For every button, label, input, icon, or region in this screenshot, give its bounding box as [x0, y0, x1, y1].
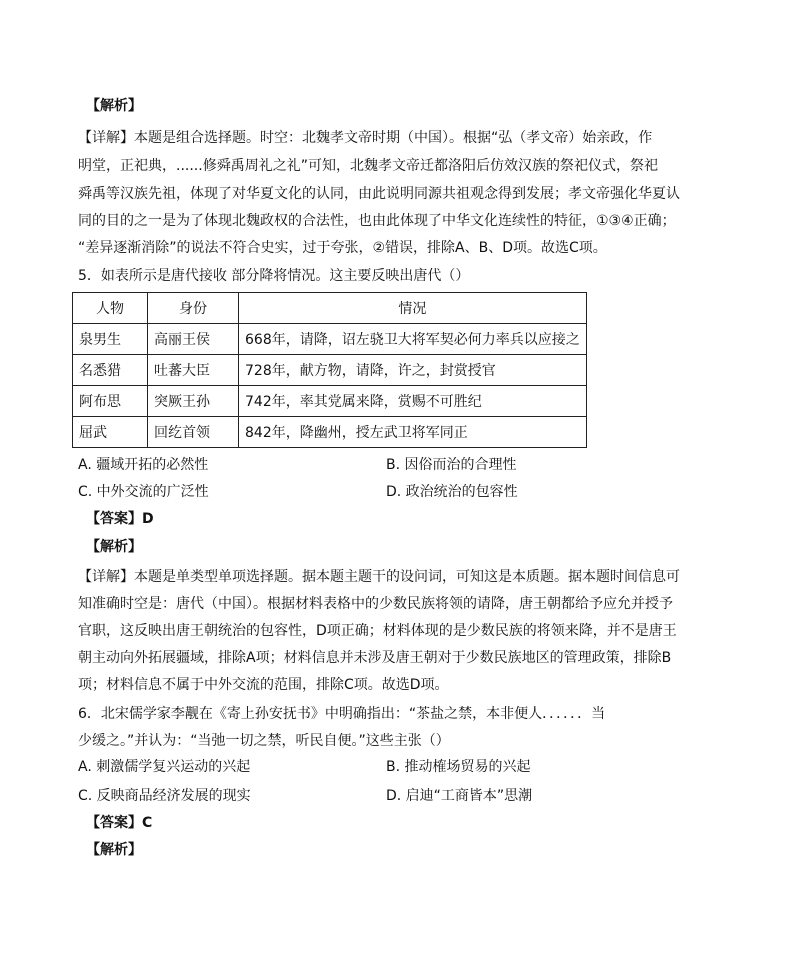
table-row — [73, 386, 587, 417]
q6-answer: 【答案】C — [86, 815, 153, 831]
table-row — [73, 355, 587, 386]
q4-analysis-label: 【解析】 — [86, 98, 142, 114]
table-cell: 名悉猎 — [73, 355, 148, 386]
table-header-cell: 情况 — [239, 293, 587, 324]
table-cell: 回纥首领 — [148, 417, 239, 448]
q6-analysis-label: 【解析】 — [86, 842, 142, 858]
q6-question-line-2: 少缓之。”并认为：“当弛一切之禁，听民自便。”这些主张（） — [78, 733, 450, 749]
table-cell: 668年，请降，诏左骁卫大将军契必何力率兵以应接之 — [239, 324, 587, 355]
q4-detail-line-3: 舜禹等汉族先祖，体现了对华夏文化的认同，由此说明同源共祖观念得到发展；孝文帝强化华夏认 — [78, 186, 680, 202]
table-header-row — [73, 293, 587, 324]
q6-option-b: B. 推动榷场贸易的兴起 — [386, 759, 531, 775]
q6-question-line-1: 6．北宋儒学家李觏在《寄上孙安抚书》中明确指出：“茶盐之禁，本非便人．．．．．．当 — [78, 706, 606, 722]
q5-question: 5．如表所示是唐代接收 部分降将情况。这主要反映出唐代（） — [78, 268, 470, 284]
table-header-cell: 人物 — [73, 293, 148, 324]
table-cell: 泉男生 — [73, 324, 148, 355]
q5-detail-line-1: 【详解】本题是单类型单项选择题。据本题主题干的设问词，可知这是本质题。据本题时间信息可 — [78, 569, 680, 585]
q4-detail-line-5: “差异逐渐消除”的说法不符合史实，过于夸张，②错误，排除A、B、D项。故选C项。 — [78, 240, 607, 256]
q6-option-a: A. 刺激儒学复兴运动的兴起 — [78, 759, 251, 775]
q5-table — [72, 292, 587, 448]
q5-detail-line-5: 项；材料信息不属于中外交流的范围，排除C项。故选D项。 — [78, 677, 449, 693]
table-cell: 突厥王孙 — [148, 386, 239, 417]
table-row — [73, 324, 587, 355]
q5-option-b: B. 因俗而治的合理性 — [386, 457, 517, 473]
table-cell: 阿布思 — [73, 386, 148, 417]
q4-detail-line-2: 明堂，正祀典，......修舜禹周礼之礼”可知，北魏孝文帝迁都洛阳后仿效汉族的祭祀仪式，祭祀 — [78, 158, 658, 174]
q5-analysis-label: 【解析】 — [86, 539, 142, 555]
q4-detail-line-1: 【详解】本题是组合选择题。时空：北魏孝文帝时期（中国）。根据“弘（孝文帝）始亲政，作 — [78, 130, 653, 146]
table-cell: 吐蕃大臣 — [148, 355, 239, 386]
q4-detail-line-4: 同的目的之一是为了体现北魏政权的合法性，也由此体现了中华文化连续性的特征，①③④正确； — [78, 213, 676, 229]
q5-option-a: A. 疆域开拓的必然性 — [78, 457, 209, 473]
q5-detail-line-3: 官职，这反映出唐王朝统治的包容性，D项正确；材料体现的是少数民族的将领来降，并不是唐王 — [78, 623, 677, 639]
table-row — [73, 417, 587, 448]
q6-option-d: D. 启迪“工商皆本”思潮 — [386, 788, 533, 804]
q5-detail-line-2: 知准确时空是：唐代（中国）。根据材料表格中的少数民族将领的请降，唐王朝都给予应允并授予 — [78, 596, 673, 612]
table-cell: 高丽王侯 — [148, 324, 239, 355]
q5-answer: 【答案】D — [86, 511, 154, 527]
table-cell: 842年，降幽州，授左武卫将军同正 — [239, 417, 587, 448]
q5-detail-line-4: 朝主动向外拓展疆域，排除A项；材料信息并未涉及唐王朝对于少数民族地区的管理政策，排除B — [78, 650, 672, 666]
q5-option-c: C. 中外交流的广泛性 — [78, 484, 209, 500]
table-cell: 屈武 — [73, 417, 148, 448]
table-cell: 728年，献方物，请降，许之，封赏授官 — [239, 355, 587, 386]
q5-option-d: D. 政治统治的包容性 — [386, 484, 518, 500]
table-header-cell: 身份 — [148, 293, 239, 324]
table-cell: 742年，率其党属来降，赏赐不可胜纪 — [239, 386, 587, 417]
q6-option-c: C. 反映商品经济发展的现实 — [78, 788, 251, 804]
